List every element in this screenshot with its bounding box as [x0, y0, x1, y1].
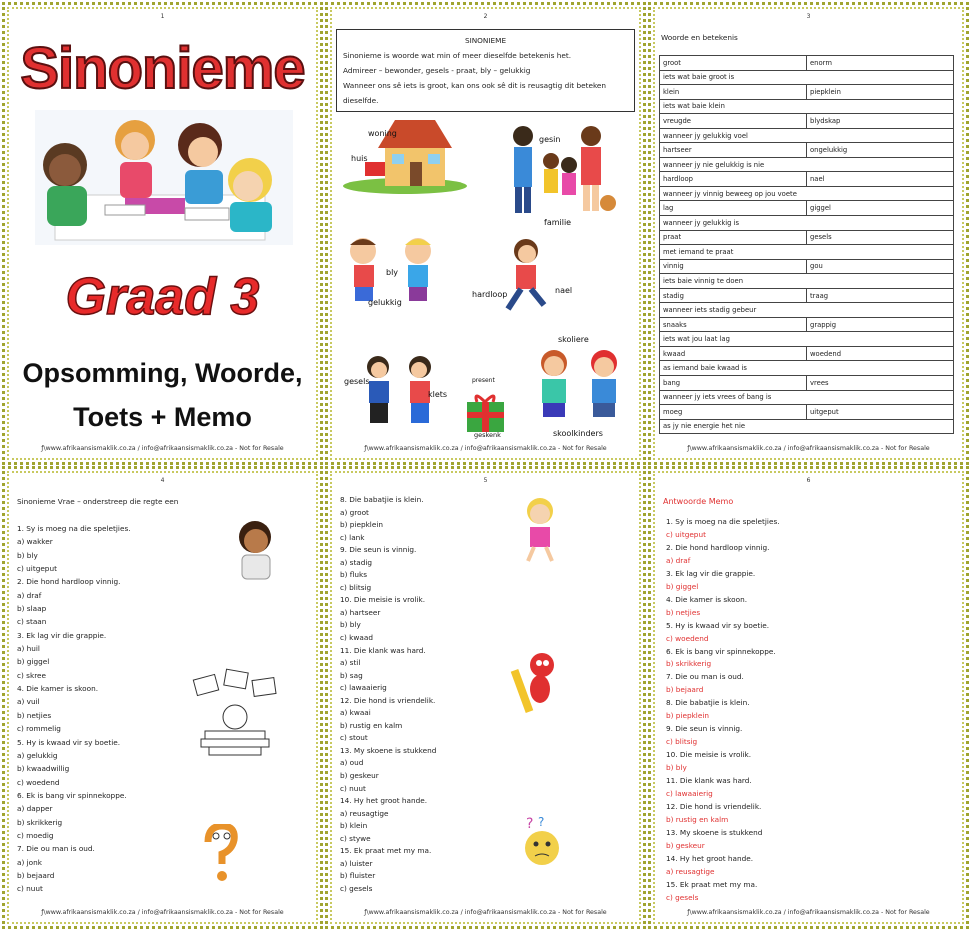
- confused-smiley-illustration: [520, 814, 565, 869]
- table-row: [660, 419, 954, 434]
- memo-question: 7. Die ou man is oud.: [666, 672, 744, 682]
- option-line: c) uitgeput: [17, 564, 57, 574]
- grade-heading: Graad 3: [65, 268, 260, 326]
- answer-list: [666, 516, 780, 905]
- memo-question: 4. Die kamer is skoon.: [666, 594, 748, 604]
- family-illustration: [503, 121, 623, 221]
- question-line: 7. Die ou man is oud.: [17, 844, 95, 854]
- memo-answer: c) uitgeput: [666, 529, 706, 539]
- table-row: [660, 346, 954, 361]
- option-line: a) groot: [340, 507, 369, 517]
- word-cell: kwaad: [660, 346, 807, 361]
- page-3-word-table: [648, 2, 969, 465]
- option-line: c) skree: [17, 670, 47, 680]
- table-row: [660, 405, 954, 420]
- synonym-cell: ongelukkig: [807, 143, 954, 158]
- option-line: a) kwaai: [340, 708, 371, 718]
- ant-with-pencil-illustration: [510, 649, 565, 719]
- memo-question: 6. Ek is bang vir spinnekoppe.: [666, 646, 776, 656]
- table-row: [660, 361, 954, 376]
- meaning-cell: as jy nie energie het nie: [660, 419, 954, 434]
- option-line: b) bly: [17, 550, 38, 560]
- label-gelukkig: gelukkig: [368, 298, 402, 307]
- option-line: c) stywe: [340, 833, 371, 843]
- questions-heading: Sinonieme Vrae – onderstreep die regte een: [17, 497, 179, 506]
- page-4-questions: [2, 466, 323, 929]
- option-line: a) vuil: [17, 697, 40, 707]
- label-geskenk: geskenk: [474, 431, 501, 439]
- option-line: a) stadig: [340, 557, 373, 567]
- house-illustration: [340, 110, 470, 195]
- definition-line: Sinonieme is woorde wat min of meer dieselfde betekenis het.: [343, 51, 572, 60]
- definition-line: Wanneer ons sê iets is groot, kan ons ook sê dit is reusagtig dit beteken dieselfde.: [343, 81, 607, 105]
- label-familie: familie: [544, 218, 572, 227]
- table-row: [660, 317, 954, 332]
- meaning-cell: iets wat jou laat lag: [660, 332, 954, 347]
- memo-answer: c) lawaaierig: [666, 789, 713, 799]
- definition-title: SINONIEME: [464, 36, 507, 45]
- synonym-cell: nael: [807, 172, 954, 187]
- memo-answer: c) blitsig: [666, 737, 698, 747]
- memo-question: 15. Ek praat met my ma.: [666, 879, 758, 889]
- running-boy-illustration: [496, 237, 556, 322]
- page-number: 3: [806, 13, 811, 20]
- table-row: [660, 390, 954, 405]
- option-line: a) draf: [17, 590, 42, 600]
- meaning-cell: iets wat baie klein: [660, 99, 954, 114]
- page-1-cover: [2, 2, 323, 465]
- synonym-cell: grappig: [807, 317, 954, 332]
- word-cell: hartseer: [660, 143, 807, 158]
- gift-illustration: [463, 390, 508, 435]
- option-line: b) rustig en kalm: [340, 720, 403, 730]
- question-line: 15. Ek praat met my ma.: [340, 846, 432, 856]
- option-line: c) moedig: [17, 830, 54, 840]
- label-nael: nael: [555, 286, 573, 295]
- table-row: [660, 186, 954, 201]
- schoolchildren-illustration: [524, 345, 634, 427]
- option-line: a) gelukkig: [17, 750, 58, 760]
- word-meaning-table: [659, 55, 954, 434]
- question-line: 11. Die klank was hard.: [340, 645, 426, 655]
- meaning-cell: as iemand baie kwaad is: [660, 361, 954, 376]
- memo-answer: b) bly: [666, 763, 687, 773]
- question-line: 13. My skoene is stukkend: [340, 745, 437, 755]
- page-2-summary: [325, 2, 646, 465]
- reading-children-illustration: [35, 110, 293, 245]
- svg-text:?: ?: [538, 815, 545, 829]
- option-line: b) giggel: [17, 657, 50, 667]
- option-line: c) staan: [17, 617, 47, 627]
- page-number: 2: [483, 13, 488, 20]
- page-footer: ƒ\www.afrikaansismaklik.co.za / info@afrikaansismaklik.co.za - Not for Resale: [41, 445, 284, 452]
- cover-subtitle-line2: Toets + Memo: [73, 402, 252, 432]
- option-line: c) nuut: [340, 783, 366, 793]
- option-line: a) reusagtige: [340, 808, 389, 818]
- table-row: [660, 56, 954, 71]
- label-gesels: gesels: [344, 377, 370, 386]
- option-line: c) gesels: [340, 883, 373, 893]
- word-cell: bang: [660, 376, 807, 391]
- option-line: c) kwaad: [340, 633, 373, 643]
- question-mark-character-illustration: [200, 824, 240, 884]
- cover-title: Sinonieme: [20, 36, 305, 101]
- table-row: [660, 114, 954, 129]
- option-line: b) fluister: [340, 871, 376, 881]
- memo-question: 5. Hy is kwaad vir sy boetie.: [666, 620, 770, 630]
- books-doodle-illustration: [185, 667, 285, 757]
- label-gesin: gesin: [539, 135, 561, 144]
- option-line: a) oud: [340, 758, 364, 768]
- memo-answer: c) gesels: [666, 892, 699, 902]
- table-row: [660, 288, 954, 303]
- question-list: [340, 494, 436, 896]
- cover-subtitle-line1: Opsomming, Woorde,: [22, 358, 303, 388]
- page-number: 6: [806, 477, 811, 484]
- table-row: [660, 303, 954, 318]
- memo-answer: a) reusagtige: [666, 866, 715, 876]
- page-number: 5: [483, 477, 488, 484]
- option-line: b) fluks: [340, 570, 368, 580]
- memo-question: 13. My skoene is stukkend: [666, 827, 763, 837]
- question-line: 3. Ek lag vir die grappie.: [17, 630, 107, 640]
- synonym-cell: woedend: [807, 346, 954, 361]
- option-line: b) kwaadwillig: [17, 764, 70, 774]
- option-line: c) lawaaierig: [340, 683, 387, 693]
- page-5-questions: [325, 466, 646, 929]
- memo-question: 1. Sy is moeg na die speletjies.: [666, 517, 780, 526]
- word-cell: stadig: [660, 288, 807, 303]
- option-line: b) bly: [340, 620, 361, 630]
- memo-answer: b) netjies: [666, 607, 701, 617]
- option-line: a) jonk: [17, 857, 42, 867]
- option-line: a) stil: [340, 658, 361, 668]
- label-huis: huis: [351, 154, 368, 163]
- option-line: a) dapper: [17, 804, 53, 814]
- question-line: 8. Die babatjie is klein.: [340, 495, 424, 504]
- option-line: b) netjies: [17, 710, 52, 720]
- memo-answer: c) woedend: [666, 633, 709, 643]
- meaning-cell: wanneer iets stadig gebeur: [660, 303, 954, 318]
- table-row: [660, 70, 954, 85]
- page-footer: ƒ\www.afrikaansismaklik.co.za / info@afrikaansismaklik.co.za - Not for Resale: [687, 909, 930, 916]
- table-heading: Woorde en betekenis: [661, 33, 738, 42]
- option-line: c) woedend: [17, 777, 60, 787]
- page-footer: ƒ\www.afrikaansismaklik.co.za / info@afrikaansismaklik.co.za - Not for Resale: [364, 909, 607, 916]
- label-hardloop: hardloop: [472, 290, 508, 299]
- label-skoolkinders: skoolkinders: [553, 429, 603, 438]
- word-cell: klein: [660, 85, 807, 100]
- label-present: present: [472, 377, 495, 384]
- memo-answer: a) draf: [666, 555, 691, 565]
- meaning-cell: wanneer jy iets vrees of bang is: [660, 390, 954, 405]
- definition-box: [336, 29, 635, 112]
- definition-line: Admireer – bewonder, gesels - praat, bly – gelukkig: [343, 66, 531, 75]
- synonym-cell: giggel: [807, 201, 954, 216]
- option-line: b) geskeur: [340, 771, 379, 781]
- synonym-cell: piepklein: [807, 85, 954, 100]
- meaning-cell: wanneer jy gelukkig voel: [660, 128, 954, 143]
- question-line: 6. Ek is bang vir spinnekoppe.: [17, 790, 127, 800]
- word-cell: snaaks: [660, 317, 807, 332]
- option-line: c) stout: [340, 733, 368, 743]
- memo-question: 11. Die klank was hard.: [666, 776, 752, 786]
- chatting-children-illustration: [360, 353, 440, 425]
- svg-text:?: ?: [526, 816, 534, 832]
- table-row: [660, 99, 954, 114]
- word-cell: lag: [660, 201, 807, 216]
- option-line: c) blitsig: [340, 582, 372, 592]
- memo-question: 8. Die babatjie is klein.: [666, 698, 750, 708]
- table-row: [660, 274, 954, 289]
- page-6-answer-memo: [648, 466, 969, 929]
- meaning-cell: iets wat baie groot is: [660, 70, 954, 85]
- question-line: 14. Hy het groot hande.: [340, 796, 428, 806]
- question-list: [17, 522, 131, 896]
- table-row: [660, 85, 954, 100]
- memo-question: 3. Ek lag vir die grappie.: [666, 568, 756, 578]
- page-footer: ƒ\www.afrikaansismaklik.co.za / info@afrikaansismaklik.co.za - Not for Resale: [687, 445, 930, 452]
- question-line: 5. Hy is kwaad vir sy boetie.: [17, 737, 121, 747]
- option-line: b) bejaard: [17, 870, 55, 880]
- meaning-cell: wanneer jy nie gelukkig is nie: [660, 157, 954, 172]
- question-line: 1. Sy is moeg na die speletjies.: [17, 524, 131, 533]
- option-line: c) nuut: [17, 884, 43, 894]
- memo-answer: b) bejaard: [666, 685, 704, 695]
- question-line: 2. Die hond hardloop vinnig.: [17, 577, 121, 587]
- meaning-cell: wanneer jy vinnig beweeg op jou voete: [660, 186, 954, 201]
- thinking-boy-illustration: [230, 517, 280, 582]
- question-line: 9. Die seun is vinnig.: [340, 545, 417, 555]
- memo-answer: b) giggel: [666, 581, 699, 591]
- memo-question: 14. Hy het groot hande.: [666, 853, 754, 863]
- memo-question: 12. Die hond is vriendelik.: [666, 801, 762, 811]
- memo-answer: b) skrikkerig: [666, 659, 712, 669]
- option-line: a) luister: [340, 858, 373, 868]
- table-row: [660, 172, 954, 187]
- word-cell: groot: [660, 56, 807, 71]
- label-skoliere: skoliere: [558, 335, 589, 344]
- option-line: b) piepklein: [340, 520, 383, 530]
- question-line: 4. Die kamer is skoon.: [17, 684, 99, 694]
- option-line: c) lank: [340, 532, 365, 542]
- option-line: a) huil: [17, 644, 40, 654]
- table-row: [660, 259, 954, 274]
- memo-question: 10. Die meisie is vrolik.: [666, 750, 752, 760]
- synonym-cell: uitgeput: [807, 405, 954, 420]
- meaning-cell: iets baie vinnig te doen: [660, 274, 954, 289]
- memo-question: 2. Die hond hardloop vinnig.: [666, 542, 770, 552]
- table-row: [660, 230, 954, 245]
- meaning-cell: met iemand te praat: [660, 245, 954, 260]
- word-cell: vreugde: [660, 114, 807, 129]
- memo-answer: b) geskeur: [666, 840, 705, 850]
- table-row: [660, 245, 954, 260]
- question-line: 12. Die hond is vriendelik.: [340, 695, 436, 705]
- word-cell: vinnig: [660, 259, 807, 274]
- label-bly: bly: [386, 268, 399, 277]
- option-line: b) skrikkerig: [17, 817, 63, 827]
- label-klets: klets: [428, 390, 448, 399]
- synonym-cell: enorm: [807, 56, 954, 71]
- table-row: [660, 332, 954, 347]
- page-number: 1: [160, 13, 165, 20]
- synonym-cell: vrees: [807, 376, 954, 391]
- word-cell: hardloop: [660, 172, 807, 187]
- table-row: [660, 128, 954, 143]
- meaning-cell: wanneer jy gelukkig is: [660, 216, 954, 231]
- synonym-cell: gou: [807, 259, 954, 274]
- option-line: a) hartseer: [340, 607, 381, 617]
- table-row: [660, 201, 954, 216]
- synonym-cell: traag: [807, 288, 954, 303]
- page-number: 4: [160, 477, 165, 484]
- word-cell: praat: [660, 230, 807, 245]
- synonym-cell: gesels: [807, 230, 954, 245]
- page-footer: ƒ\www.afrikaansismaklik.co.za / info@afrikaansismaklik.co.za - Not for Resale: [364, 445, 607, 452]
- option-line: b) sag: [340, 670, 363, 680]
- memo-answer: b) rustig en kalm: [666, 814, 729, 824]
- option-line: a) wakker: [17, 537, 53, 547]
- memo-question: 9. Die seun is vinnig.: [666, 724, 743, 734]
- table-row: [660, 157, 954, 172]
- option-line: c) rommelig: [17, 724, 61, 734]
- synonym-cell: blydskap: [807, 114, 954, 129]
- table-row: [660, 216, 954, 231]
- memo-answer: b) piepklein: [666, 711, 709, 721]
- page-footer: ƒ\www.afrikaansismaklik.co.za / info@afrikaansismaklik.co.za - Not for Resale: [41, 909, 284, 916]
- option-line: b) klein: [340, 821, 368, 831]
- girl-illustration: [518, 495, 563, 565]
- label-woning: woning: [368, 129, 397, 138]
- option-line: b) slaap: [17, 604, 47, 614]
- table-row: [660, 143, 954, 158]
- word-cell: moeg: [660, 405, 807, 420]
- table-row: [660, 376, 954, 391]
- memo-heading: Antwoorde Memo: [663, 497, 734, 506]
- question-line: 10. Die meisie is vrolik.: [340, 595, 426, 605]
